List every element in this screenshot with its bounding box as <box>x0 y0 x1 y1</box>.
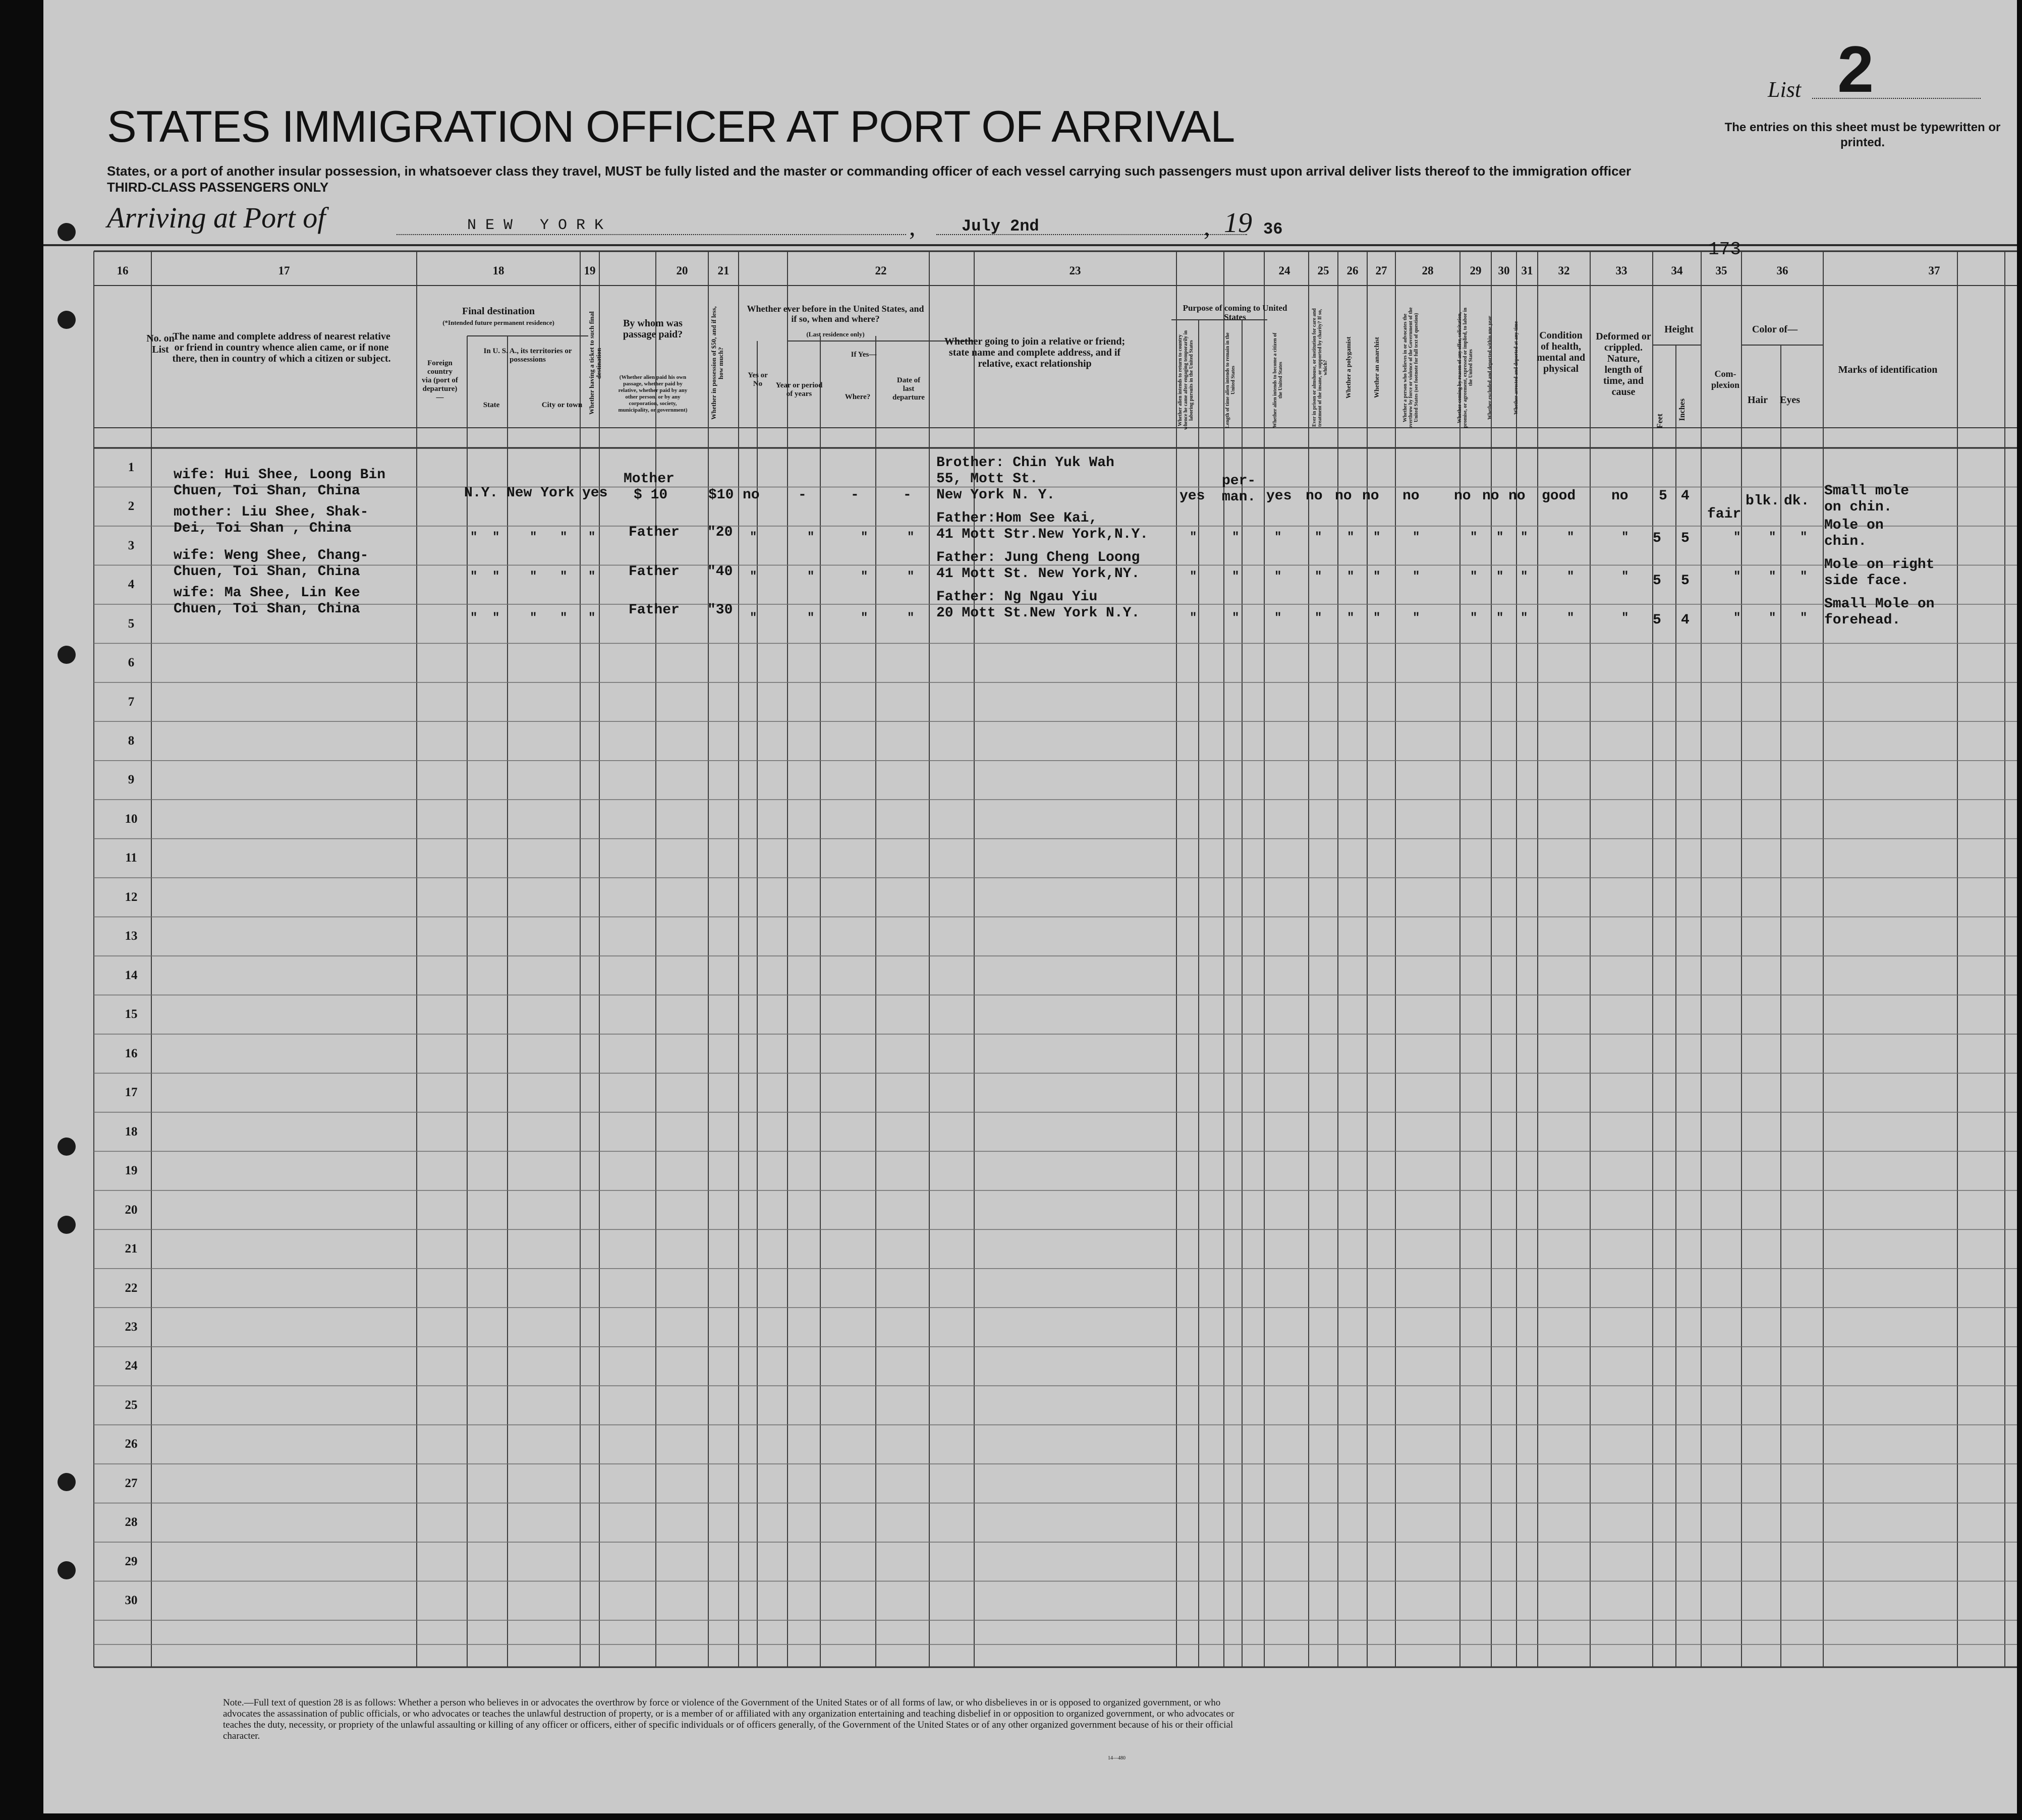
row-3-possession: "40 <box>707 564 733 580</box>
row-1-city: New York <box>507 485 575 501</box>
list-label: List <box>1768 77 1802 102</box>
row-number: 29 <box>125 1554 138 1568</box>
ditto-mark: " <box>530 570 537 584</box>
column-number: 36 <box>1776 264 1788 277</box>
row-2-paid-by: Father <box>629 525 680 540</box>
ditto-mark: " <box>1621 611 1629 625</box>
row-number: 16 <box>125 1046 138 1060</box>
ditto-mark: " <box>588 531 596 544</box>
row-1-paid-by: Mother <box>624 471 675 487</box>
header-by-whom: By whom was passage paid? <box>623 318 683 340</box>
header-relative: The name and complete address of nearest relative or friend in country whence alien came, or if none there, then in country of which a citizen or subject. <box>172 331 391 364</box>
column-number: 25 <box>1317 264 1329 277</box>
row-4-relative: wife: Ma Shee, Lin Kee Chuen, Toi Shan, China <box>174 585 360 617</box>
arrival-port: NEW YORK <box>467 217 613 234</box>
ditto-mark: " <box>907 531 915 544</box>
row-4-joining: Father: Ng Ngau Yiu 20 Mott St.New York N.Y. <box>936 589 1140 621</box>
footnote-question-28: Note.—Full text of question 28 is as follows: Whether a person who believes in or advocates the overthrow by force or violence of the Government of the United States or of all forms of law, or who disbelieves in or is opposed to organized government, or who advocates the assassination of public officials, or who advocates or teaches the unlawful destruction of property, or is a member of or affiliated with any organization entertaining and teaching disbelief in or opposition to organized government, or who advocates or teaches the duty, necessity, or propriety of the unlawful assaulting or killing of any officer or officers, either of specific individuals or of officers generally, of the Government of the United States or of any other organized government because of his or their official character. <box>223 1697 1234 1741</box>
header-if-yes: If Yes— <box>851 351 877 359</box>
ditto-mark: " <box>1621 531 1629 544</box>
header-final-destination-sub: (*Intended future permanent residence) <box>442 319 554 326</box>
ditto-mark: " <box>1190 611 1197 625</box>
ditto-mark: " <box>1769 570 1776 584</box>
arrival-year-prefix: 19 <box>1224 207 1252 239</box>
header-eyes: Eyes <box>1780 394 1800 406</box>
column-number: 24 <box>1278 264 1290 277</box>
header-final-destination: Final destination <box>462 306 535 317</box>
row-3-joining: Father: Jung Cheng Loong 41 Mott St. New York,NY. <box>936 550 1140 582</box>
row-number: 20 <box>125 1203 138 1217</box>
ditto-mark: " <box>1567 570 1575 584</box>
ditto-mark: " <box>470 570 478 584</box>
stamp-number: 173 <box>1708 239 1741 260</box>
column-number: 35 <box>1715 264 1727 277</box>
ditto-mark: " <box>588 611 596 625</box>
column-number: 18 <box>492 264 504 277</box>
form-number: 14—480 <box>1108 1755 1126 1761</box>
ditto-mark: " <box>1800 531 1808 544</box>
header-no-on-list: No. on List <box>146 333 175 355</box>
ditto-mark: " <box>1373 611 1381 625</box>
row-number: 10 <box>125 812 138 826</box>
ditto-mark: " <box>470 531 478 544</box>
ditto-mark: " <box>1347 611 1355 625</box>
header-by-whom-sub: (Whether alien paid his own passage, whether paid by relative, whether paid by any other person, or by any corporation, society, municipality, or government) <box>618 374 688 413</box>
row-1-where: - <box>851 487 859 503</box>
header-anarchist: Whether an anarchist <box>1373 337 1380 399</box>
comma: , <box>909 212 916 241</box>
row-4-possession: "30 <box>707 602 733 618</box>
port-line <box>397 234 906 235</box>
header-hair: Hair <box>1748 394 1768 406</box>
ditto-mark: " <box>588 570 596 584</box>
ditto-mark: " <box>1521 531 1528 544</box>
row-3-feet: 5 <box>1653 573 1661 589</box>
ditto-mark: " <box>1274 611 1282 625</box>
header-feet: Feet <box>1656 414 1664 429</box>
row-2-possession: "20 <box>707 525 733 540</box>
column-number: 27 <box>1375 264 1387 277</box>
ditto-mark: " <box>907 570 915 584</box>
row-2-relative: mother: Liu Shee, Shak- Dei, Toi Shan , China <box>174 504 369 536</box>
row-1-purpose-a: yes <box>1180 488 1205 504</box>
ditto-mark: " <box>1470 570 1478 584</box>
row-1-q29: no <box>1454 488 1471 504</box>
ditto-mark: " <box>492 531 500 544</box>
row-3-relative: wife: Weng Shee, Chang- Chuen, Toi Shan, China <box>174 548 369 580</box>
column-number: 23 <box>1069 264 1081 277</box>
ditto-mark: " <box>1347 531 1355 544</box>
ditto-mark: " <box>807 611 815 625</box>
row-number: 17 <box>125 1086 138 1100</box>
row-number: 22 <box>125 1281 138 1295</box>
row-1-marks: Small mole on chin. <box>1824 483 1909 515</box>
ditto-mark: " <box>1621 570 1629 584</box>
ditto-mark: " <box>1190 570 1197 584</box>
header-purpose: Purpose of coming to United States <box>1183 303 1287 322</box>
ditto-mark: " <box>1496 611 1504 625</box>
ditto-mark: " <box>530 531 537 544</box>
row-1-purpose-c: yes <box>1266 488 1292 504</box>
header-year-period: Year or period of years <box>775 381 823 398</box>
ditto-mark: " <box>1232 570 1240 584</box>
ditto-mark: " <box>560 531 568 544</box>
header-state: State <box>483 401 500 409</box>
column-number: 30 <box>1498 264 1510 277</box>
column-number: 21 <box>717 264 729 277</box>
row-2-joining: Father:Hom See Kai, 41 Mott Str.New York,N.Y. <box>936 510 1149 542</box>
ditto-mark: " <box>1470 531 1478 544</box>
row-number: 3 <box>128 538 135 552</box>
column-number: 20 <box>676 264 688 277</box>
ditto-mark: " <box>1347 570 1355 584</box>
header-ticket: Whether having a ticket to such final destination <box>588 311 602 415</box>
list-number: 2 <box>1837 32 1874 106</box>
header-marks: Marks of identification <box>1838 364 1938 375</box>
row-4-paid-by: Father <box>629 602 680 618</box>
ditto-mark: " <box>750 570 757 584</box>
column-number: 34 <box>1671 264 1683 277</box>
column-number: 26 <box>1346 264 1359 277</box>
row-3-paid-by: Father <box>629 564 680 580</box>
row-1-hair: blk. <box>1746 493 1780 509</box>
column-number: 28 <box>1422 264 1434 277</box>
ditto-mark: " <box>1496 570 1504 584</box>
passenger-class: THIRD-CLASS PASSENGERS ONLY <box>107 180 329 195</box>
row-1-q26: no <box>1335 488 1352 504</box>
row-1-joining: Brother: Chin Yuk Wah 55, Mott St. New York N. Y. <box>936 455 1114 503</box>
column-number: 33 <box>1615 264 1627 277</box>
header-polygamist: Whether a polygamist <box>1344 336 1352 399</box>
ditto-mark: " <box>807 531 815 544</box>
column-number: 19 <box>584 264 596 277</box>
ditto-mark: " <box>560 611 568 625</box>
ditto-mark: " <box>1413 611 1420 625</box>
row-number: 2 <box>128 499 135 514</box>
ditto-mark: " <box>492 570 500 584</box>
ditto-mark: " <box>560 570 568 584</box>
ditto-mark: " <box>1315 570 1322 584</box>
row-number: 5 <box>128 616 135 631</box>
header-q28: Whether a person who believes in or advocates the overthrow by force or violence of the Government of the United States (see footnote for full text of question) <box>1402 307 1419 428</box>
row-number: 28 <box>125 1515 138 1529</box>
ditto-mark: " <box>530 611 537 625</box>
row-2-inches: 5 <box>1681 531 1690 546</box>
ditto-mark: " <box>1733 570 1741 584</box>
row-number: 26 <box>125 1437 138 1451</box>
header-color-of: Color of— <box>1752 324 1798 335</box>
row-number: 25 <box>125 1398 138 1412</box>
ditto-mark: " <box>750 531 757 544</box>
header-purpose-a: Whether alien intends to return to country whence he came after engaging temporarily in laboring pursuits in the United States <box>1177 330 1194 430</box>
column-number: 31 <box>1521 264 1533 277</box>
ditto-mark: " <box>1413 531 1420 544</box>
row-2-marks: Mole on chin. <box>1824 518 1884 549</box>
ditto-mark: " <box>1470 611 1478 625</box>
ditto-mark: " <box>1733 531 1741 544</box>
row-1-possession-a: $ 10 <box>634 487 668 503</box>
row-1-year-period: - <box>798 487 807 503</box>
row-number: 21 <box>125 1242 138 1256</box>
ditto-mark: " <box>492 611 500 625</box>
ditto-mark: " <box>907 611 915 625</box>
header-prison: Ever in prison or almshouse, or institution for care and treatment of the insane, or supported by charity? If so, which? <box>1312 308 1328 427</box>
row-1-q31: no <box>1508 488 1526 504</box>
header-where: Where? <box>845 393 871 401</box>
header-possession: Whether in possession of $50, and if less, how much? <box>710 306 724 420</box>
header-before-us: Whether ever before in the United States, and if so, when and where? <box>747 304 924 324</box>
ditto-mark: " <box>1373 531 1381 544</box>
ditto-mark: " <box>1232 531 1240 544</box>
header-foreign-country: Foreign country via (port of departure)— <box>422 359 458 402</box>
row-number: 11 <box>125 851 137 865</box>
arriving-label: Arriving at Port of <box>107 201 326 234</box>
row-2-feet: 5 <box>1653 531 1661 546</box>
row-3-marks: Mole on right side face. <box>1824 557 1935 589</box>
column-number: 29 <box>1470 264 1482 277</box>
column-number: 17 <box>278 264 290 277</box>
ditto-mark: " <box>1373 570 1381 584</box>
row-number: 19 <box>125 1164 138 1178</box>
row-number: 4 <box>128 578 135 592</box>
header-q29: Whether coming by reason of any offer, solicitation, promise, or agreement, expressed or implied, to labor in the United States <box>1457 307 1474 428</box>
row-number: 12 <box>125 890 138 904</box>
row-number: 6 <box>128 656 135 670</box>
row-1-q27: no <box>1362 488 1379 504</box>
row-1-ticket: yes <box>582 485 608 501</box>
ditto-mark: " <box>861 611 868 625</box>
row-1-possession: $10 <box>708 487 734 503</box>
comma: , <box>1204 212 1210 241</box>
ditto-mark: " <box>1496 531 1504 544</box>
row-number: 24 <box>125 1359 138 1373</box>
header-purpose-c: Whether alien intends to become a citizen of the United States <box>1272 332 1283 428</box>
entries-note: The entries on this sheet must be typewritten or printed. <box>1724 121 2001 149</box>
ditto-mark: " <box>1521 570 1528 584</box>
list-number-line <box>1812 98 1981 99</box>
row-1-feet: 5 <box>1659 488 1667 504</box>
header-purpose-b: Length of time alien intends to remain in the United States <box>1225 332 1236 428</box>
arrival-date: July 2nd <box>962 217 1039 236</box>
row-4-marks: Small Mole on forehead. <box>1824 596 1935 628</box>
ditto-mark: " <box>1274 570 1282 584</box>
row-number: 15 <box>125 1007 138 1021</box>
row-1-relative: wife: Hui Shee, Loong Bin Chuen, Toi Shan, China <box>174 467 386 499</box>
row-4-inches: 4 <box>1681 612 1690 628</box>
ditto-mark: " <box>1769 531 1776 544</box>
ditto-mark: " <box>1274 531 1282 544</box>
ditto-mark: " <box>750 611 757 625</box>
row-number: 27 <box>125 1476 138 1490</box>
row-1-purpose-b: per- man. <box>1222 473 1256 505</box>
row-1-q25: no <box>1306 488 1323 504</box>
ditto-mark: " <box>1190 531 1197 544</box>
row-number: 30 <box>125 1594 138 1608</box>
header-height: Height <box>1664 324 1694 335</box>
row-1-q30: no <box>1482 488 1499 504</box>
ditto-mark: " <box>1521 611 1528 625</box>
row-3-inches: 5 <box>1681 573 1690 589</box>
column-number: 32 <box>1558 264 1570 277</box>
row-1-q28: no <box>1402 488 1420 504</box>
ditto-mark: " <box>1567 611 1575 625</box>
manifest-sheet <box>43 0 2017 1813</box>
row-1-complexion: fair <box>1707 506 1742 522</box>
header-condition: Condition of health, mental and physical <box>1536 330 1586 374</box>
ditto-mark: " <box>1413 570 1420 584</box>
form-instructions: States, or a port of another insular possession, in whatsoever class they travel, MUST be fully listed and the master or commanding officer of each vessel carrying such passengers must upon arrival deliver lists thereof to the immigration officer <box>107 163 1632 179</box>
ditto-mark: " <box>1800 570 1808 584</box>
ditto-mark: " <box>1769 611 1776 625</box>
header-deformed: Deformed or crippled. Nature, length of time, and cause <box>1596 331 1651 397</box>
row-number: 1 <box>128 460 135 474</box>
row-4-feet: 5 <box>1653 612 1661 628</box>
ditto-mark: " <box>1315 611 1322 625</box>
arrival-year-suffix: 36 <box>1263 220 1283 239</box>
header-q30: Whether excluded and deported within one year <box>1487 316 1493 420</box>
ditto-mark: " <box>470 611 478 625</box>
row-1-date-last: - <box>903 487 912 503</box>
row-1-inches: 4 <box>1681 488 1690 504</box>
column-number: 22 <box>875 264 887 277</box>
column-number: 37 <box>1928 264 1940 277</box>
row-1-before: no <box>743 487 760 503</box>
form-title: STATES IMMIGRATION OFFICER AT PORT OF ARRIVAL <box>107 101 1235 151</box>
ditto-mark: " <box>1567 531 1575 544</box>
row-1-deformed: no <box>1611 488 1628 504</box>
ditto-mark: " <box>1232 611 1240 625</box>
header-city: City or town <box>541 401 583 409</box>
ditto-mark: " <box>1315 531 1322 544</box>
ditto-mark: " <box>807 570 815 584</box>
header-before-us-sub: (Last residence only) <box>806 330 865 338</box>
header-joining: Whether going to join a relative or friend; state name and complete address, and if relative, exact relationship <box>944 336 1126 369</box>
row-number: 13 <box>125 929 138 943</box>
header-yes-no: Yes or No <box>748 371 768 388</box>
row-number: 8 <box>128 734 135 748</box>
header-date-last: Date of last departure <box>892 376 925 402</box>
header-complexion: Com-plexion <box>1711 369 1739 390</box>
column-number: 16 <box>117 264 129 277</box>
row-1-condition: good <box>1542 488 1576 504</box>
ditto-mark: " <box>861 570 868 584</box>
row-number: 7 <box>128 695 135 709</box>
header-q31: Whether arrested and deported at any time <box>1513 321 1519 415</box>
row-number: 18 <box>125 1124 138 1139</box>
row-number: 9 <box>128 773 135 787</box>
ditto-mark: " <box>1800 611 1808 625</box>
row-number: 14 <box>125 968 138 982</box>
row-1-eyes: dk. <box>1784 493 1810 509</box>
ditto-mark: " <box>1733 611 1741 625</box>
ditto-mark: " <box>861 531 868 544</box>
row-1-state: N.Y. <box>464 485 498 501</box>
header-in-usa: In U. S. A., its territories or possessions <box>483 347 572 364</box>
header-inches: Inches <box>1678 399 1687 421</box>
row-number: 23 <box>125 1320 138 1334</box>
